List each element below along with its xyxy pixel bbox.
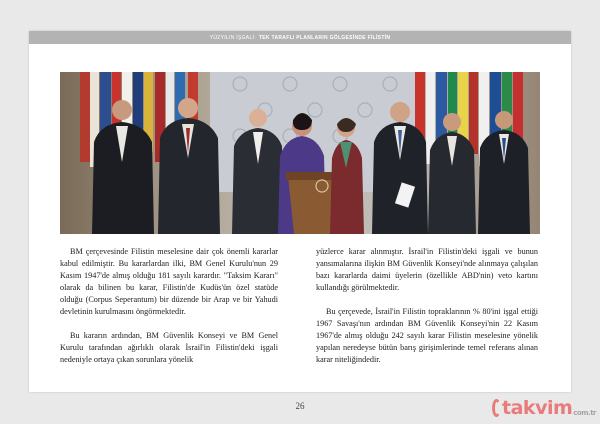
page-number: 26: [295, 401, 305, 411]
running-header: [29, 31, 571, 44]
text-column-right: [316, 246, 538, 366]
watermark-suffix: com.tr: [573, 409, 596, 417]
paragraph: Bu kararın ardından, BM Güvenlik Konseyi ve BM Genel Kurulu tarafından ağırlıklı olarak İsrail'in Filistin'deki işgali nedeniyle ortaya çıkan sorunlara yönelik: [60, 331, 278, 364]
takvim-watermark: [492, 395, 596, 421]
paragraph: yüzlerce karar alınmıştır. İsrail'in Filistin'deki işgali ve bunun yansımalarına ilişkin BM Güvenlik Konseyi'nde alınmaya çalışılan bazı kararlarda daimi üyelerin (özellikle ABD'nin) veto kartını kullandığı görülmektedir.: [316, 247, 538, 292]
un-press-photo: [60, 72, 540, 234]
running-header-title: TEK TARAFLI PLANLARIN GÖLGESİNDE FİLİSTİN: [258, 34, 391, 41]
text-column-left: [60, 246, 278, 366]
running-header-prefix: YÜZYILIN İŞGALİ:: [209, 34, 256, 41]
paragraph: Bu çerçevede, İsrail'in Filistin topraklarının % 80'ini işgal ettiği 1967 Savaşı'nın ardından BM Güvenlik Konseyi'nin 22 Kasım 1967'de almış olduğu 242 sayılı karar Filistin meselesine yönelik yapılan neredeyse bütün barış girişimlerinde temel referans alınan karar niteliğindedir.: [316, 307, 538, 364]
paragraph: BM çerçevesinde Filistin meselesine dair çok önemli kararlar kabul edilmiştir. Bu kararlardan ilki, BM Genel Kurulu'nun 29 Kasım 1947'de almış olduğu 181 sayılı karardır. "Taksim Kararı" olarak da bilinen bu karar, Filistin'de Kudüs'ün özel statüde olduğu (Corpus Seperantum) bir düzende bir Arap ve bir Yahudi devletinin kurulmasını öngörmektedir.: [60, 247, 278, 316]
watermark-brand: takvim: [502, 397, 573, 419]
takvim-logo-icon: [492, 399, 501, 417]
